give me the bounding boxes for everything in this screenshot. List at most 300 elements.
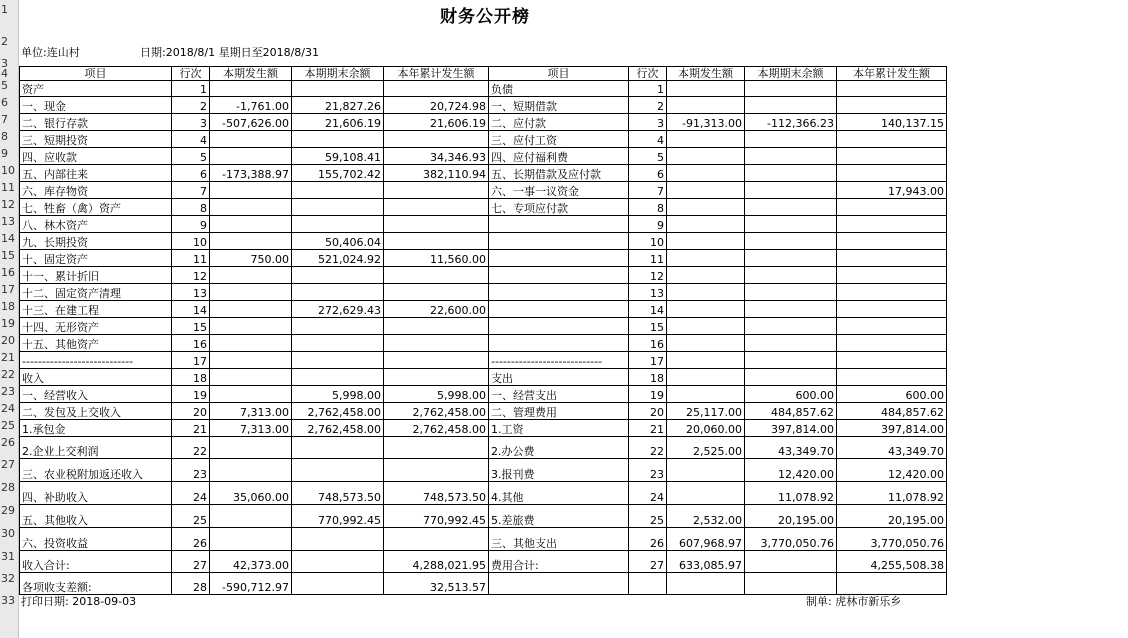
table-cell[interactable] [384, 233, 489, 250]
table-cell[interactable]: 5 [172, 148, 210, 165]
table-cell[interactable]: 155,702.42 [292, 165, 384, 182]
table-cell[interactable] [210, 267, 292, 284]
table-cell[interactable] [745, 335, 837, 352]
table-cell[interactable]: 27 [172, 551, 210, 573]
table-cell[interactable] [384, 352, 489, 369]
table-cell[interactable]: 11,560.00 [384, 250, 489, 267]
table-cell[interactable]: 五、其他收入 [20, 505, 172, 528]
table-cell[interactable]: 18 [172, 369, 210, 386]
table-cell[interactable] [210, 386, 292, 403]
row-number[interactable]: 5 [1, 79, 8, 92]
table-cell[interactable] [745, 318, 837, 335]
table-cell[interactable] [292, 573, 384, 595]
table-cell[interactable] [489, 284, 629, 301]
table-cell[interactable]: 2,525.00 [667, 437, 745, 459]
table-cell[interactable]: 1 [172, 81, 210, 97]
row-number[interactable]: 18 [1, 300, 15, 313]
table-cell[interactable]: 3.报刊费 [489, 459, 629, 482]
table-cell[interactable]: 50,406.04 [292, 233, 384, 250]
table-cell[interactable]: 16 [629, 335, 667, 352]
table-cell[interactable]: 2.企业上交利润 [20, 437, 172, 459]
table-cell[interactable] [210, 199, 292, 216]
table-cell[interactable] [292, 551, 384, 573]
row-number[interactable]: 1 [1, 3, 8, 16]
table-cell[interactable] [210, 216, 292, 233]
table-cell[interactable]: 收入合计: [20, 551, 172, 573]
table-cell[interactable] [210, 437, 292, 459]
row-number[interactable]: 20 [1, 334, 15, 347]
table-cell[interactable]: 397,814.00 [837, 420, 947, 437]
table-cell[interactable] [489, 573, 629, 595]
table-cell[interactable]: 23 [172, 459, 210, 482]
table-cell[interactable]: 272,629.43 [292, 301, 384, 318]
table-cell[interactable] [745, 250, 837, 267]
row-number[interactable]: 3 [1, 57, 8, 70]
row-number[interactable]: 31 [1, 550, 15, 563]
table-cell[interactable] [210, 335, 292, 352]
row-number[interactable]: 26 [1, 436, 15, 449]
table-cell[interactable] [384, 131, 489, 148]
table-cell[interactable]: 17,943.00 [837, 182, 947, 199]
table-cell[interactable] [837, 250, 947, 267]
row-number[interactable]: 28 [1, 481, 15, 494]
table-cell[interactable]: 21 [629, 420, 667, 437]
table-cell[interactable]: 十四、无形资产 [20, 318, 172, 335]
table-cell[interactable] [745, 131, 837, 148]
table-cell[interactable]: 20,195.00 [837, 505, 947, 528]
table-cell[interactable]: 10 [629, 233, 667, 250]
table-cell[interactable]: 二、发包及上交收入 [20, 403, 172, 420]
table-cell[interactable] [489, 335, 629, 352]
table-cell[interactable]: 20 [172, 403, 210, 420]
table-cell[interactable] [292, 131, 384, 148]
row-number[interactable]: 6 [1, 96, 8, 109]
table-cell[interactable]: 3 [172, 114, 210, 131]
table-cell[interactable] [667, 318, 745, 335]
table-cell[interactable]: 22 [172, 437, 210, 459]
table-cell[interactable]: 七、牲畜（禽）资产 [20, 199, 172, 216]
column-header[interactable]: 项目 [489, 67, 629, 81]
table-cell[interactable]: 23 [629, 459, 667, 482]
table-cell[interactable] [667, 352, 745, 369]
table-cell[interactable]: 资产 [20, 81, 172, 97]
table-cell[interactable]: 11 [172, 250, 210, 267]
table-cell[interactable]: 4 [172, 131, 210, 148]
table-cell[interactable]: 1.承包金 [20, 420, 172, 437]
table-cell[interactable] [489, 216, 629, 233]
table-cell[interactable]: 770,992.45 [292, 505, 384, 528]
table-cell[interactable] [292, 352, 384, 369]
table-cell[interactable] [384, 267, 489, 284]
table-cell[interactable] [745, 352, 837, 369]
table-cell[interactable]: 6 [172, 165, 210, 182]
table-cell[interactable]: 2,532.00 [667, 505, 745, 528]
table-cell[interactable] [210, 131, 292, 148]
table-cell[interactable] [667, 81, 745, 97]
row-number[interactable]: 9 [1, 147, 8, 160]
table-cell[interactable]: 一、经营收入 [20, 386, 172, 403]
table-cell[interactable] [837, 199, 947, 216]
table-cell[interactable]: 633,085.97 [667, 551, 745, 573]
table-cell[interactable] [667, 284, 745, 301]
row-number[interactable]: 12 [1, 198, 15, 211]
table-cell[interactable] [292, 182, 384, 199]
table-cell[interactable]: 1 [629, 81, 667, 97]
table-cell[interactable]: 7 [629, 182, 667, 199]
table-cell[interactable]: 三、短期投资 [20, 131, 172, 148]
table-cell[interactable] [667, 97, 745, 114]
table-cell[interactable] [667, 482, 745, 505]
table-cell[interactable]: 二、管理费用 [489, 403, 629, 420]
table-cell[interactable]: 六、投资收益 [20, 528, 172, 551]
table-cell[interactable]: 6 [629, 165, 667, 182]
table-cell[interactable] [667, 182, 745, 199]
table-cell[interactable] [384, 182, 489, 199]
table-cell[interactable]: 7 [172, 182, 210, 199]
table-cell[interactable] [745, 165, 837, 182]
table-cell[interactable]: 382,110.94 [384, 165, 489, 182]
row-number[interactable]: 30 [1, 527, 15, 540]
table-cell[interactable]: 12,420.00 [837, 459, 947, 482]
table-cell[interactable]: 16 [172, 335, 210, 352]
table-cell[interactable] [667, 148, 745, 165]
table-cell[interactable]: 15 [172, 318, 210, 335]
table-cell[interactable] [292, 528, 384, 551]
table-cell[interactable] [292, 437, 384, 459]
table-cell[interactable]: 13 [172, 284, 210, 301]
table-cell[interactable] [837, 233, 947, 250]
table-cell[interactable]: 4,255,508.38 [837, 551, 947, 573]
table-cell[interactable] [384, 216, 489, 233]
table-cell[interactable]: 十三、在建工程 [20, 301, 172, 318]
table-cell[interactable] [384, 369, 489, 386]
table-cell[interactable]: 八、林木资产 [20, 216, 172, 233]
table-cell[interactable] [837, 216, 947, 233]
row-number[interactable]: 29 [1, 504, 15, 517]
table-cell[interactable] [384, 335, 489, 352]
table-cell[interactable]: 26 [172, 528, 210, 551]
table-cell[interactable] [745, 216, 837, 233]
table-cell[interactable] [292, 267, 384, 284]
table-cell[interactable]: 一、现金 [20, 97, 172, 114]
table-cell[interactable] [837, 352, 947, 369]
table-cell[interactable]: 25 [172, 505, 210, 528]
table-cell[interactable] [210, 459, 292, 482]
table-cell[interactable]: 21,827.26 [292, 97, 384, 114]
table-cell[interactable]: 770,992.45 [384, 505, 489, 528]
row-number[interactable]: 32 [1, 572, 15, 585]
table-cell[interactable] [384, 284, 489, 301]
row-number[interactable]: 13 [1, 215, 15, 228]
table-cell[interactable]: 22 [629, 437, 667, 459]
table-cell[interactable]: 21 [172, 420, 210, 437]
table-cell[interactable]: 12 [172, 267, 210, 284]
row-number[interactable]: 16 [1, 266, 15, 279]
table-cell[interactable]: 1.工资 [489, 420, 629, 437]
table-cell[interactable] [837, 267, 947, 284]
table-cell[interactable]: -507,626.00 [210, 114, 292, 131]
table-cell[interactable]: 19 [172, 386, 210, 403]
table-cell[interactable]: 收入 [20, 369, 172, 386]
table-cell[interactable] [667, 386, 745, 403]
table-cell[interactable]: 三、其他支出 [489, 528, 629, 551]
table-cell[interactable]: 21,606.19 [384, 114, 489, 131]
table-cell[interactable]: 521,024.92 [292, 250, 384, 267]
table-cell[interactable] [667, 573, 745, 595]
table-cell[interactable]: 28 [172, 573, 210, 595]
table-cell[interactable] [210, 318, 292, 335]
table-cell[interactable] [837, 369, 947, 386]
table-cell[interactable]: 2 [172, 97, 210, 114]
table-cell[interactable]: 10 [172, 233, 210, 250]
table-cell[interactable] [629, 573, 667, 595]
table-cell[interactable]: 7,313.00 [210, 420, 292, 437]
row-number[interactable]: 8 [1, 130, 8, 143]
table-cell[interactable]: 32,513.57 [384, 573, 489, 595]
column-header[interactable]: 行次 [172, 67, 210, 81]
column-header[interactable]: 行次 [629, 67, 667, 81]
table-cell[interactable] [489, 301, 629, 318]
table-cell[interactable]: 2,762,458.00 [292, 403, 384, 420]
table-cell[interactable] [667, 369, 745, 386]
table-cell[interactable] [667, 301, 745, 318]
table-cell[interactable]: 3,770,050.76 [837, 528, 947, 551]
table-cell[interactable]: 12 [629, 267, 667, 284]
table-cell[interactable]: ---------------------------- [489, 352, 629, 369]
table-cell[interactable]: 35,060.00 [210, 482, 292, 505]
table-cell[interactable]: 8 [629, 199, 667, 216]
table-cell[interactable] [210, 301, 292, 318]
table-cell[interactable]: 750.00 [210, 250, 292, 267]
table-cell[interactable]: 25,117.00 [667, 403, 745, 420]
table-cell[interactable]: 17 [629, 352, 667, 369]
table-cell[interactable]: 22,600.00 [384, 301, 489, 318]
table-cell[interactable] [837, 165, 947, 182]
table-cell[interactable]: 4 [629, 131, 667, 148]
table-cell[interactable] [745, 182, 837, 199]
table-cell[interactable]: 43,349.70 [745, 437, 837, 459]
table-cell[interactable] [745, 369, 837, 386]
table-cell[interactable]: 20,724.98 [384, 97, 489, 114]
row-number[interactable]: 24 [1, 402, 15, 415]
table-cell[interactable]: 14 [629, 301, 667, 318]
table-cell[interactable]: 11,078.92 [745, 482, 837, 505]
row-number[interactable]: 7 [1, 113, 8, 126]
table-cell[interactable] [745, 81, 837, 97]
table-cell[interactable]: 13 [629, 284, 667, 301]
table-cell[interactable]: 费用合计: [489, 551, 629, 573]
table-cell[interactable]: 5,998.00 [384, 386, 489, 403]
table-cell[interactable] [837, 301, 947, 318]
table-cell[interactable]: 六、一事一议资金 [489, 182, 629, 199]
table-cell[interactable]: 十二、固定资产清理 [20, 284, 172, 301]
table-cell[interactable]: 十五、其他资产 [20, 335, 172, 352]
table-cell[interactable]: 11 [629, 250, 667, 267]
table-cell[interactable]: 六、库存物资 [20, 182, 172, 199]
column-header[interactable]: 本年累计发生额 [384, 67, 489, 81]
table-cell[interactable] [745, 573, 837, 595]
column-header[interactable]: 本期发生额 [210, 67, 292, 81]
table-cell[interactable]: 18 [629, 369, 667, 386]
table-cell[interactable] [667, 250, 745, 267]
table-cell[interactable]: 2,762,458.00 [384, 403, 489, 420]
table-cell[interactable] [210, 233, 292, 250]
table-cell[interactable]: 600.00 [745, 386, 837, 403]
table-cell[interactable] [210, 528, 292, 551]
table-cell[interactable]: 43,349.70 [837, 437, 947, 459]
table-cell[interactable] [384, 199, 489, 216]
table-cell[interactable]: -1,761.00 [210, 97, 292, 114]
table-cell[interactable] [745, 301, 837, 318]
table-cell[interactable] [667, 459, 745, 482]
table-cell[interactable] [384, 318, 489, 335]
table-cell[interactable]: 十、固定资产 [20, 250, 172, 267]
row-number[interactable]: 25 [1, 419, 15, 432]
table-cell[interactable]: 20 [629, 403, 667, 420]
table-cell[interactable] [837, 318, 947, 335]
table-cell[interactable]: 9 [172, 216, 210, 233]
row-number[interactable]: 15 [1, 249, 15, 262]
table-cell[interactable]: 14 [172, 301, 210, 318]
table-cell[interactable]: 748,573.50 [292, 482, 384, 505]
table-cell[interactable] [837, 148, 947, 165]
table-cell[interactable]: 7,313.00 [210, 403, 292, 420]
table-cell[interactable]: 9 [629, 216, 667, 233]
row-number[interactable]: 27 [1, 458, 15, 471]
table-cell[interactable]: 3 [629, 114, 667, 131]
table-cell[interactable] [745, 97, 837, 114]
row-number[interactable]: 14 [1, 232, 15, 245]
table-cell[interactable]: 五、长期借款及应付款 [489, 165, 629, 182]
table-cell[interactable] [292, 81, 384, 97]
table-cell[interactable]: 2,762,458.00 [384, 420, 489, 437]
table-cell[interactable] [667, 267, 745, 284]
table-cell[interactable] [837, 335, 947, 352]
table-cell[interactable]: 5 [629, 148, 667, 165]
table-cell[interactable]: 748,573.50 [384, 482, 489, 505]
table-cell[interactable]: 2,762,458.00 [292, 420, 384, 437]
table-cell[interactable] [837, 131, 947, 148]
row-number[interactable]: 11 [1, 181, 15, 194]
table-cell[interactable]: 4,288,021.95 [384, 551, 489, 573]
column-header[interactable]: 项目 [20, 67, 172, 81]
table-cell[interactable] [292, 369, 384, 386]
table-cell[interactable] [745, 267, 837, 284]
table-cell[interactable]: 8 [172, 199, 210, 216]
column-header[interactable]: 本期期末余额 [292, 67, 384, 81]
table-cell[interactable] [489, 318, 629, 335]
table-cell[interactable] [837, 284, 947, 301]
table-cell[interactable]: 20,195.00 [745, 505, 837, 528]
row-number[interactable]: 21 [1, 351, 15, 364]
table-cell[interactable] [489, 250, 629, 267]
table-cell[interactable]: 四、补助收入 [20, 482, 172, 505]
table-cell[interactable]: 34,346.93 [384, 148, 489, 165]
table-cell[interactable]: 三、应付工资 [489, 131, 629, 148]
column-header[interactable]: 本年累计发生额 [837, 67, 947, 81]
table-cell[interactable] [489, 267, 629, 284]
table-cell[interactable] [292, 335, 384, 352]
table-cell[interactable]: -590,712.97 [210, 573, 292, 595]
row-number[interactable]: 23 [1, 385, 15, 398]
table-cell[interactable] [837, 81, 947, 97]
table-cell[interactable]: 5.差旅费 [489, 505, 629, 528]
table-cell[interactable] [292, 199, 384, 216]
table-cell[interactable] [667, 335, 745, 352]
table-cell[interactable]: 二、应付款 [489, 114, 629, 131]
table-cell[interactable]: 各项收支差额: [20, 573, 172, 595]
table-cell[interactable]: 484,857.62 [837, 403, 947, 420]
table-cell[interactable] [745, 551, 837, 573]
table-cell[interactable]: -173,388.97 [210, 165, 292, 182]
table-cell[interactable]: 十一、累计折旧 [20, 267, 172, 284]
table-cell[interactable]: 四、应收款 [20, 148, 172, 165]
table-cell[interactable] [489, 233, 629, 250]
table-cell[interactable] [210, 148, 292, 165]
table-cell[interactable] [384, 81, 489, 97]
table-cell[interactable]: 2.办公费 [489, 437, 629, 459]
table-cell[interactable] [745, 233, 837, 250]
table-cell[interactable]: ---------------------------- [20, 352, 172, 369]
table-cell[interactable]: 20,060.00 [667, 420, 745, 437]
table-cell[interactable] [667, 131, 745, 148]
table-cell[interactable]: 19 [629, 386, 667, 403]
table-cell[interactable]: 27 [629, 551, 667, 573]
table-cell[interactable]: 26 [629, 528, 667, 551]
row-number[interactable]: 22 [1, 368, 15, 381]
table-cell[interactable] [745, 284, 837, 301]
table-cell[interactable]: 397,814.00 [745, 420, 837, 437]
table-cell[interactable]: 一、经营支出 [489, 386, 629, 403]
table-cell[interactable] [384, 459, 489, 482]
row-number[interactable]: 2 [1, 35, 8, 48]
table-cell[interactable]: 24 [172, 482, 210, 505]
table-cell[interactable] [667, 165, 745, 182]
table-cell[interactable]: 二、银行存款 [20, 114, 172, 131]
table-cell[interactable] [210, 284, 292, 301]
table-cell[interactable] [384, 437, 489, 459]
row-number[interactable]: 10 [1, 164, 15, 177]
row-number[interactable]: 19 [1, 317, 15, 330]
table-cell[interactable]: 三、农业税附加返还收入 [20, 459, 172, 482]
table-cell[interactable]: 九、长期投资 [20, 233, 172, 250]
table-cell[interactable] [837, 573, 947, 595]
table-cell[interactable]: 12,420.00 [745, 459, 837, 482]
table-cell[interactable] [292, 284, 384, 301]
table-cell[interactable]: 600.00 [837, 386, 947, 403]
table-cell[interactable] [667, 199, 745, 216]
table-cell[interactable]: 42,373.00 [210, 551, 292, 573]
table-cell[interactable]: 140,137.15 [837, 114, 947, 131]
table-cell[interactable] [292, 216, 384, 233]
table-cell[interactable] [210, 182, 292, 199]
table-cell[interactable]: 25 [629, 505, 667, 528]
table-cell[interactable]: 24 [629, 482, 667, 505]
column-header[interactable]: 本期期末余额 [745, 67, 837, 81]
table-cell[interactable]: 11,078.92 [837, 482, 947, 505]
row-number[interactable]: 33 [1, 594, 15, 607]
row-number[interactable]: 4 [1, 67, 8, 80]
table-cell[interactable]: 484,857.62 [745, 403, 837, 420]
table-cell[interactable]: -112,366.23 [745, 114, 837, 131]
table-cell[interactable] [210, 81, 292, 97]
table-cell[interactable]: 2 [629, 97, 667, 114]
table-cell[interactable]: -91,313.00 [667, 114, 745, 131]
table-cell[interactable] [210, 369, 292, 386]
table-cell[interactable] [745, 199, 837, 216]
table-cell[interactable]: 17 [172, 352, 210, 369]
table-cell[interactable]: 负债 [489, 81, 629, 97]
